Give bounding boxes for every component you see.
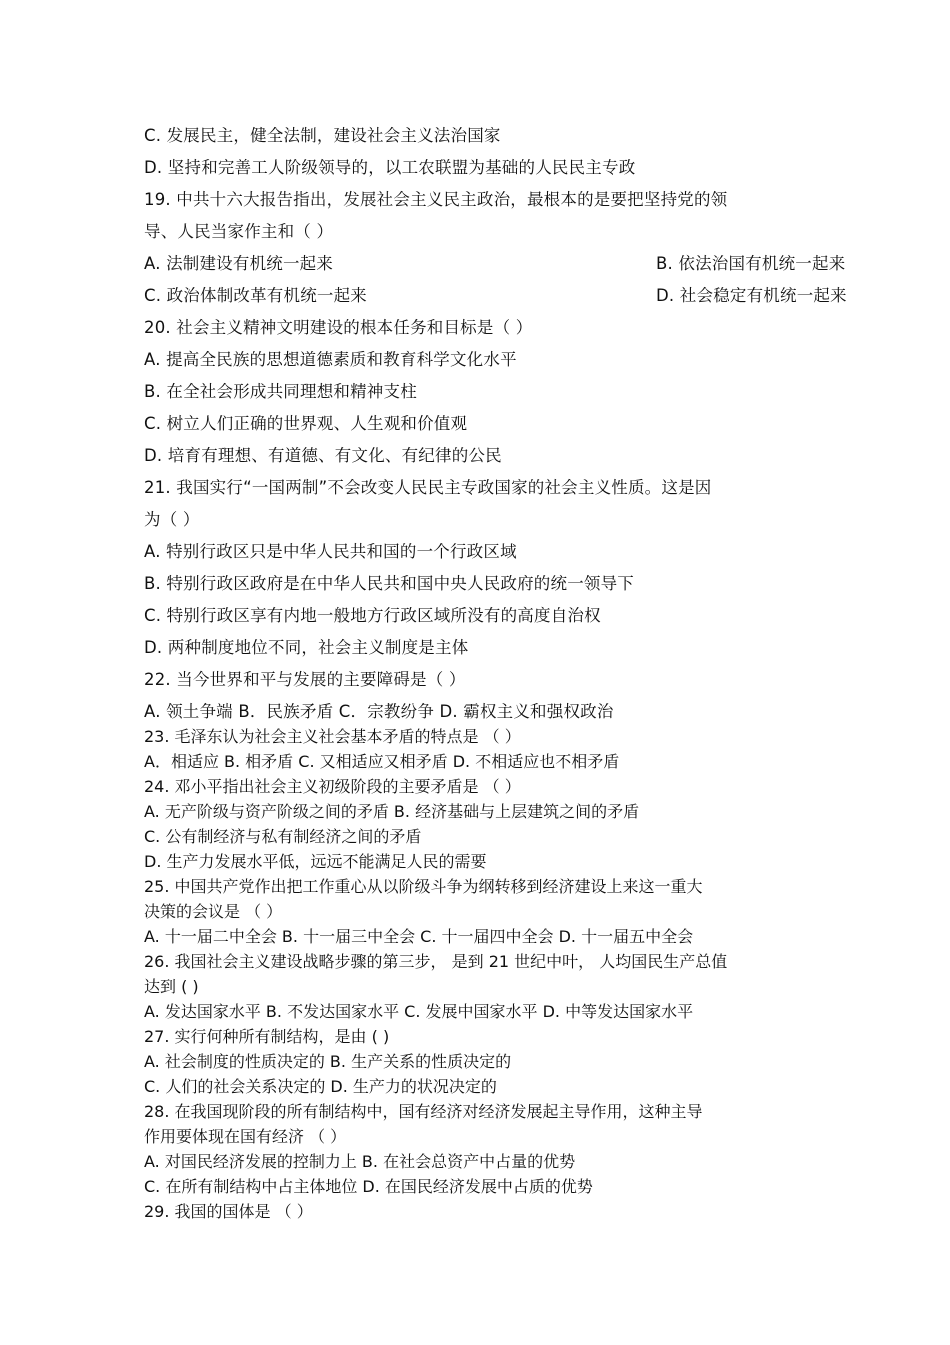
option-24c: C. 公有制经济与私有制经济之间的矛盾 xyxy=(144,827,422,846)
option-18d: D. 坚持和完善工人阶级领导的，以工农联盟为基础的人民民主专政 xyxy=(144,158,636,177)
options-26: A. 发达国家水平 B. 不发达国家水平 C. 发展中国家水平 D. 中等发达国家水平 xyxy=(144,1002,694,1021)
option-19a: A. 法制建设有机统一起来 xyxy=(144,254,334,273)
options-23: A．相适应 B. 相矛盾 C. 又相适应又相矛盾 D. 不相适应也不相矛盾 xyxy=(144,752,620,771)
options-27-cd: C. 人们的社会关系决定的 D. 生产力的状况决定的 xyxy=(144,1077,497,1096)
question-29: 29. 我国的国体是 （ ） xyxy=(144,1202,313,1221)
option-21c: C. 特别行政区享有内地一般地方行政区域所没有的高度自治权 xyxy=(144,606,601,625)
question-24: 24. 邓小平指出社会主义初级阶段的主要矛盾是 （ ） xyxy=(144,777,521,796)
option-20a: A. 提高全民族的思想道德素质和教育科学文化水平 xyxy=(144,350,517,369)
options-27-ab: A. 社会制度的性质决定的 B. 生产关系的性质决定的 xyxy=(144,1052,512,1071)
question-19-line2: 导、人民当家作主和（ ） xyxy=(144,222,334,241)
option-20b: B. 在全社会形成共同理想和精神支柱 xyxy=(144,382,417,401)
options-24-ab: A. 无产阶级与资产阶级之间的矛盾 B. 经济基础与上层建筑之间的矛盾 xyxy=(144,802,640,821)
question-25-line1: 25. 中国共产党作出把工作重心从以阶级斗争为纲转移到经济建设上来这一重大 xyxy=(144,877,703,896)
option-21d: D. 两种制度地位不同，社会主义制度是主体 xyxy=(144,638,469,657)
option-24d: D. 生产力发展水平低，远远不能满足人民的需要 xyxy=(144,852,487,871)
question-28-line1: 28. 在我国现阶段的所有制结构中，国有经济对经济发展起主导作用，这种主导 xyxy=(144,1102,703,1121)
options-25: A. 十一届二中全会 B. 十一届三中全会 C. 十一届四中全会 D. 十一届五中全会 xyxy=(144,927,694,946)
question-20: 20. 社会主义精神文明建设的根本任务和目标是（ ） xyxy=(144,318,533,337)
option-18c: C. 发展民主，健全法制，建设社会主义法治国家 xyxy=(144,126,501,145)
question-19-line1: 19. 中共十六大报告指出，发展社会主义民主政治，最根本的是要把坚持党的领 xyxy=(144,190,728,209)
option-21a: A. 特别行政区只是中华人民共和国的一个行政区域 xyxy=(144,542,517,561)
options-19-row1 xyxy=(144,254,846,274)
question-26-line2: 达到 ( ) xyxy=(144,977,199,996)
option-19b: B. 依法治国有机统一起来 xyxy=(656,254,846,273)
question-26-line1: 26. 我国社会主义建设战略步骤的第三步， 是到 21 世纪中叶， 人均国民生产总值 xyxy=(144,952,728,971)
question-22: 22. 当今世界和平与发展的主要障碍是（ ） xyxy=(144,670,466,689)
option-20c: C. 树立人们正确的世界观、人生观和价值观 xyxy=(144,414,468,433)
options-19-row2 xyxy=(144,286,847,306)
option-21b: B. 特别行政区政府是在中华人民共和国中央人民政府的统一领导下 xyxy=(144,574,635,593)
option-20d: D. 培育有理想、有道德、有文化、有纪律的公民 xyxy=(144,446,502,465)
question-28-line2: 作用要体现在国有经济 （ ） xyxy=(144,1127,347,1146)
options-22: A. 领土争端 B．民族矛盾 C．宗教纷争 D. 霸权主义和强权政治 xyxy=(144,702,614,721)
question-27: 27. 实行何种所有制结构，是由 ( ) xyxy=(144,1027,390,1046)
option-19d: D. 社会稳定有机统一起来 xyxy=(656,286,847,305)
option-19c: C. 政治体制改革有机统一起来 xyxy=(144,286,368,305)
question-25-line2: 决策的会议是 （ ） xyxy=(144,902,283,921)
question-21-line2: 为（ ） xyxy=(144,510,200,529)
question-21-line1: 21. 我国实行“一国两制”不会改变人民民主专政国家的社会主义性质。这是因 xyxy=(144,478,712,497)
options-28-cd: C. 在所有制结构中占主体地位 D. 在国民经济发展中占质的优势 xyxy=(144,1177,593,1196)
question-23: 23. 毛泽东认为社会主义社会基本矛盾的特点是 （ ） xyxy=(144,727,521,746)
options-28-ab: A. 对国民经济发展的控制力上 B. 在社会总资产中占量的优势 xyxy=(144,1152,576,1171)
